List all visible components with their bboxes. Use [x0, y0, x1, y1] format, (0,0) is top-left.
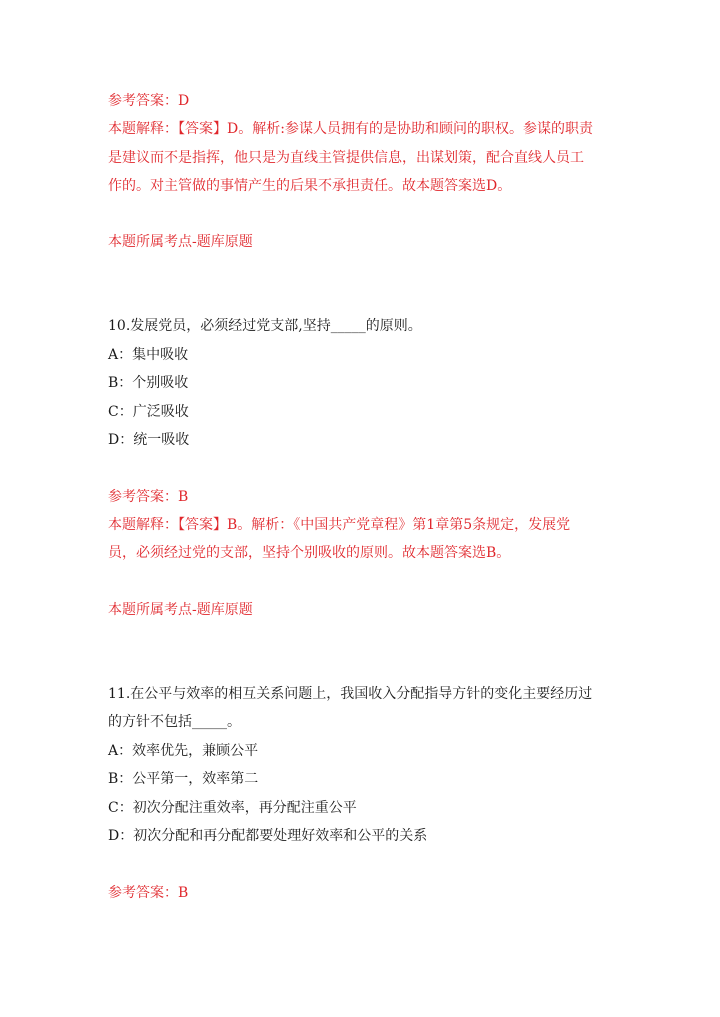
q10-explanation-line-2: 员，必须经过党的支部，坚持个别吸收的原则。故本题答案选B。 [108, 545, 511, 561]
q10-explanation-line-1: 本题解释：【答案】B。解析：《中国共产党章程》第1章第5条规定，发展党 [108, 517, 571, 533]
q11-option-a: A：效率优先，兼顾公平 [108, 743, 259, 759]
q11-option-b: B：公平第一，效率第二 [108, 771, 259, 787]
q11-stem-line-1: 11.在公平与效率的相互关系问题上，我国收入分配指导方针的变化主要经历过 [108, 686, 593, 702]
q11-stem-line-2: 的方针不包括_____。 [108, 714, 241, 730]
q10-option-c: C：广泛吸收 [108, 404, 189, 420]
q9-answer: 参考答案：D [108, 93, 190, 109]
q9-source: 本题所属考点-题库原题 [108, 234, 253, 250]
q10-stem: 10.发展党员，必须经过党支部,坚持_____的原则。 [108, 318, 422, 334]
q10-option-b: B：个别吸收 [108, 375, 189, 391]
q10-answer: 参考答案：B [108, 489, 189, 505]
q11-answer: 参考答案：B [108, 885, 189, 901]
q9-explanation-line-3: 作的。对主管做的事情产生的后果不承担责任。故本题答案选D。 [108, 178, 512, 194]
q10-option-a: A：集中吸收 [108, 347, 189, 363]
q9-explanation-line-2: 是建议而不是指挥，他只是为直线主管提供信息，出谋划策，配合直线人员工 [108, 150, 584, 166]
q10-source: 本题所属考点-题库原题 [108, 602, 253, 618]
q10-option-d: D：统一吸收 [108, 432, 190, 448]
q9-explanation-line-1: 本题解释：【答案】D。解析:参谋人员拥有的是协助和顾问的职权。参谋的职责 [108, 121, 593, 137]
q11-option-c: C：初次分配注重效率，再分配注重公平 [108, 800, 357, 816]
q11-option-d: D：初次分配和再分配都要处理好效率和公平的关系 [108, 828, 428, 844]
